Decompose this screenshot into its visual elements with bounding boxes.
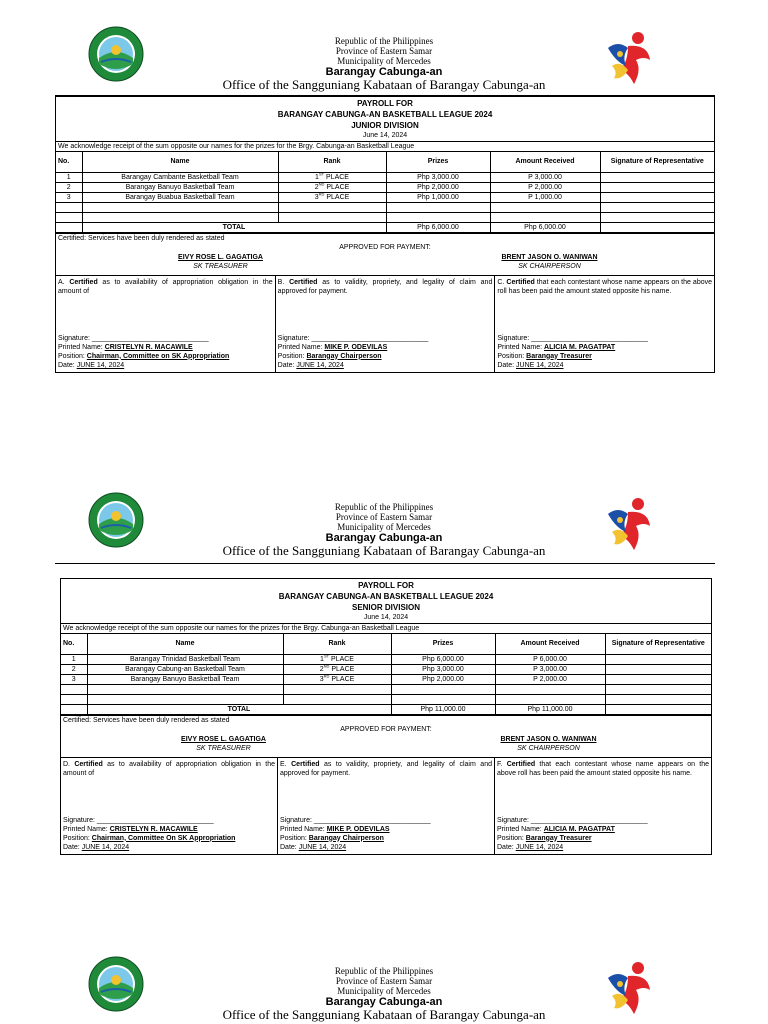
row-prize: Php 3,000.00 [386, 172, 490, 182]
approver-signatures [61, 735, 711, 757]
chairperson-signer [385, 253, 714, 275]
cert-letter: B. [277, 278, 285, 286]
row-prize: Php 6,000.00 [391, 654, 495, 664]
cert-position [497, 834, 709, 843]
row-prize: Php 1,000.00 [386, 192, 490, 202]
cert-position [280, 834, 492, 843]
letterhead [0, 956, 768, 1024]
empty-row [61, 684, 711, 694]
cert-word: Certified [289, 278, 318, 286]
date-value: JUNE 14, 2024 [76, 361, 125, 369]
row-no: 3 [56, 192, 82, 202]
cert-date [497, 843, 709, 852]
table-header-row [56, 152, 714, 172]
date-label: Date: [63, 843, 82, 851]
row-signature-cell[interactable] [600, 172, 714, 182]
cert-printed-name [58, 343, 273, 352]
approver-signatures [56, 253, 714, 275]
cert-position [58, 352, 273, 361]
printed-name-label: Printed Name: [497, 343, 545, 351]
position-value: Chairman, Committee on SK Appropriation [86, 352, 230, 360]
province-line: Province of Eastern Samar [335, 512, 433, 522]
rank-suffix: RD [323, 673, 330, 679]
total-prize: Php 6,000.00 [386, 222, 490, 232]
league-title: BARANGAY CABUNGA-AN BASKETBALL LEAGUE 2024 [278, 592, 494, 601]
cert-statement [497, 760, 709, 778]
league-title: BARANGAY CABUNGA-AN BASKETBALL LEAGUE 2024 [277, 110, 493, 119]
date-value: JUNE 14, 2024 [516, 361, 564, 369]
cert-statement [63, 760, 275, 778]
rank-number: 1 [315, 173, 319, 181]
payroll-title: PAYROLL FOR [358, 581, 414, 590]
certification-box [494, 758, 711, 854]
rank-suffix: ND [323, 663, 330, 669]
cert-signature-line[interactable]: Signature: ______________________________ [280, 816, 431, 824]
col-header-name: Name [82, 152, 278, 172]
table-row [61, 654, 711, 664]
row-team-name: Barangay Banuyo Basketball Team [82, 182, 278, 192]
cert-date [497, 361, 712, 370]
republic-line: Republic of the Philippines [334, 36, 434, 46]
row-rank [278, 192, 386, 202]
municipality-line: Municipality of Merced​es [337, 522, 431, 532]
treasurer-position: SK TREASURER [196, 744, 251, 752]
payroll-date: June 14, 2024 [362, 132, 408, 139]
printed-name-value: CRISTELYN R. MACAWILE [109, 825, 198, 833]
total-row [61, 704, 711, 714]
barangay-line: Barangay Cabunga-an [325, 532, 443, 544]
printed-name-value: ALICIA M. PAGATPAT [543, 825, 615, 833]
position-value: Barangay Chairperson [308, 834, 384, 842]
cert-statement [58, 278, 273, 296]
row-no: 2 [56, 182, 82, 192]
barangay-line: Barangay Cabunga-an [325, 996, 443, 1008]
total-amount: Php 6,000.00 [490, 222, 600, 232]
row-team-name: Barangay Trinidad Basketball Team [87, 654, 283, 664]
rank-number: 2 [314, 183, 319, 191]
position-value: Barangay Treasurer [526, 352, 592, 360]
office-line: Office of the Sangguniang Kabataan of Barangay Cabunga-an [222, 77, 546, 92]
date-value: JUNE 14, 2024 [296, 361, 344, 369]
certification-boxes [61, 757, 711, 854]
row-rank [283, 674, 391, 684]
position-label: Position: [497, 352, 527, 360]
row-signature-cell[interactable] [600, 182, 714, 192]
row-signature-cell[interactable] [605, 664, 711, 674]
payroll-title-block [61, 579, 711, 624]
cert-signature-line[interactable]: Signature: ______________________________ [277, 334, 429, 342]
date-label: Date: [497, 361, 517, 369]
cert-printed-name [278, 343, 493, 352]
row-no: 3 [61, 674, 87, 684]
payroll-date: June 14, 2024 [363, 614, 409, 621]
date-value: JUNE 14, 2024 [298, 843, 347, 851]
payroll-form [60, 578, 712, 855]
printed-name-label: Printed Name: [277, 343, 325, 351]
rank-place: PLACE [329, 655, 354, 663]
cert-word: Certified [506, 278, 535, 286]
position-label: Position: [280, 834, 309, 842]
row-rank [283, 664, 391, 674]
acknowledgement-text: We acknowledge receipt of the sum opposite our names for the prizes for the Brgy. Cabunga-an Basketball League [56, 142, 714, 152]
col-header-amount: Amount Received [495, 634, 605, 654]
empty-row [61, 694, 711, 704]
province-line: Province of Eastern Samar [335, 46, 433, 56]
cert-printed-name [63, 825, 275, 834]
cert-text: that each contestant whose name appears on the above roll has been paid the amount stated opposite his name. [497, 760, 709, 777]
cert-date [280, 843, 492, 852]
row-amount: P 3,000.00 [495, 664, 605, 674]
row-amount: P 2,000.00 [490, 182, 600, 192]
cert-signature-block [497, 816, 709, 852]
printed-name-value: MIKE P. ODEVILAS [324, 343, 388, 351]
col-header-prizes: Prizes [391, 634, 495, 654]
cert-text: as to availability of appropriation obligation in the amount of [63, 760, 275, 777]
sk-logo-icon [598, 26, 662, 90]
cert-text: as to validity, propriety, and legality of claim and approved for payment. [280, 760, 492, 777]
rank-place: PLACE [324, 183, 350, 191]
row-prize: Php 2,000.00 [391, 674, 495, 684]
printed-name-value: ALICIA M. PAGATPAT [544, 343, 616, 351]
cert-signature-line[interactable]: Signature: ______________________________ [497, 816, 648, 824]
table-row [56, 182, 714, 192]
row-prize: Php 2,000.00 [386, 182, 490, 192]
cert-signature-line[interactable]: Signature: ______________________________ [58, 334, 209, 342]
certification-box [277, 758, 494, 854]
date-value: JUNE 14, 2024 [515, 843, 564, 851]
rank-number: 1 [320, 655, 324, 663]
row-team-name: Barangay Banuyo Basketball Team [87, 674, 283, 684]
cert-date [58, 361, 273, 370]
row-rank [283, 654, 391, 664]
table-row [56, 192, 714, 202]
date-label: Date: [280, 843, 299, 851]
printed-name-label: Printed Name: [58, 343, 105, 351]
total-prize: Php 11,000.00 [391, 704, 495, 714]
row-no: 1 [61, 654, 87, 664]
printed-name-value: MIKE P. ODEVILAS [326, 825, 390, 833]
payroll-form [55, 96, 715, 373]
republic-line: Republic of the Philippines [334, 966, 434, 976]
position-value: Chairman, Committee On SK Appropriation [91, 834, 236, 842]
row-team-name: Barangay Cambante Basketball Team [82, 172, 278, 182]
rank-suffix: ST [318, 171, 325, 177]
cert-signature-block [63, 816, 275, 852]
cert-word: Certified [69, 278, 98, 286]
rank-place: PLACE [329, 665, 355, 673]
col-header-signature: Signature of Representative [600, 152, 714, 172]
row-amount: P 3,000.00 [490, 172, 600, 182]
row-amount: P 1,000.00 [490, 192, 600, 202]
row-team-name: Barangay Cabung-an Basketball Team [87, 664, 283, 674]
printed-name-value: CRISTELYN R. MACAWILE [104, 343, 193, 351]
cert-text: as to validity, propriety, and legality of claim and approved for payment. [277, 278, 493, 295]
sk-logo-icon [598, 492, 662, 556]
col-header-name: Name [87, 634, 283, 654]
rank-suffix: ND [318, 181, 325, 187]
row-prize: Php 3,000.00 [391, 664, 495, 674]
col-header-rank: Rank [283, 634, 391, 654]
cert-statement [278, 278, 493, 296]
acknowledgement-text: We acknowledge receipt of the sum opposite our names for the prizes for the Brgy. Cabunga-an Basketball League [61, 624, 711, 634]
rank-place: PLACE [324, 193, 350, 201]
date-label: Date: [497, 843, 516, 851]
cert-text: that each contestant whose name appears on the above roll has been paid the amount stated opposite his name. [497, 278, 712, 295]
cert-signature-line[interactable]: Signature: ______________________________ [63, 816, 214, 824]
cert-date [63, 843, 275, 852]
cert-position [278, 352, 493, 361]
col-header-rank: Rank [278, 152, 386, 172]
col-header-no: No. [61, 634, 87, 654]
rank-place: PLACE [324, 173, 349, 181]
position-value: Barangay Chairperson [306, 352, 382, 360]
payroll-table [61, 634, 711, 715]
cert-signature-block [278, 334, 493, 370]
municipality-line: Municipality of Merced​es [337, 56, 431, 66]
certification-boxes [56, 275, 714, 372]
row-no: 2 [61, 664, 87, 674]
cert-position [497, 352, 712, 361]
treasurer-name: EIVY ROSE L. GAGATIGA [178, 253, 263, 261]
row-rank [278, 182, 386, 192]
rank-number: 2 [319, 665, 324, 673]
cert-letter: A. [58, 278, 65, 286]
cert-printed-name [497, 825, 709, 834]
empty-row [56, 212, 714, 222]
payroll-title-block [56, 97, 714, 142]
row-no: 1 [56, 172, 82, 182]
cert-signature-block [58, 334, 273, 370]
cert-statement [280, 760, 492, 778]
approved-for-payment: APPROVED FOR PAYMENT: [339, 243, 431, 251]
cert-printed-name [497, 343, 712, 352]
col-header-prizes: Prizes [386, 152, 490, 172]
position-value: Barangay Treasurer [525, 834, 592, 842]
sk-logo-icon [598, 956, 662, 1020]
date-label: Date: [58, 361, 77, 369]
position-label: Position: [497, 834, 526, 842]
cert-position [63, 834, 275, 843]
letterhead [0, 492, 768, 582]
republic-line: Republic of the Philippines [334, 502, 434, 512]
row-signature-cell[interactable] [605, 674, 711, 684]
rank-suffix: ST [323, 653, 330, 659]
division-title: SENIOR DIVISION [351, 603, 420, 612]
barangay-line: Barangay Cabunga-an [325, 66, 443, 78]
treasurer-signer [61, 735, 386, 757]
row-team-name: Barangay Buabua Basketball Team [82, 192, 278, 202]
chairperson-name: BRENT JASON O. WANIWAN [501, 253, 598, 261]
certification-box [61, 758, 277, 854]
certification-box [494, 276, 714, 372]
payroll-table [56, 152, 714, 233]
table-header-row [61, 634, 711, 654]
approved-for-payment: APPROVED FOR PAYMENT: [340, 725, 432, 733]
cert-word: Certified [74, 760, 103, 768]
services-certified-text: Certified: Services have been duly rendered as stated [56, 233, 714, 243]
empty-row [56, 202, 714, 212]
chairperson-position: SK CHAIRPERSON [518, 262, 581, 270]
col-header-no: No. [56, 152, 82, 172]
position-label: Position: [277, 352, 307, 360]
office-line: Office of the Sangguniang Kabataan of Barangay Cabunga-an [222, 543, 546, 558]
date-label: Date: [277, 361, 297, 369]
services-certified-text: Certified: Services have been duly rendered as stated [61, 715, 711, 725]
col-header-amount: Amount Received [490, 152, 600, 172]
cert-signature-block [497, 334, 712, 370]
certification-box [275, 276, 495, 372]
position-label: Position: [58, 352, 87, 360]
treasurer-signer [56, 253, 385, 275]
rank-place: PLACE [329, 675, 355, 683]
row-amount: P 2,000.00 [495, 674, 605, 684]
cert-statement [497, 278, 712, 296]
division-title: JUNIOR DIVISION [351, 121, 419, 130]
cert-letter: C. [497, 278, 505, 286]
header-rule [55, 563, 715, 564]
payroll-title: PAYROLL FOR [357, 99, 413, 108]
cert-signature-block [280, 816, 492, 852]
office-line: Office of the Sangguniang Kabataan of Barangay Cabunga-an [222, 1007, 546, 1022]
table-row [56, 172, 714, 182]
table-row [61, 664, 711, 674]
treasurer-position: SK TREASURER [193, 262, 248, 270]
cert-letter: F. [497, 760, 503, 768]
printed-name-label: Printed Name: [497, 825, 544, 833]
rank-number: 3 [314, 193, 319, 201]
row-rank [278, 172, 386, 182]
row-amount: P 6,000.00 [495, 654, 605, 664]
cert-text: as to availability of appropriation obligation in the amount of [58, 278, 273, 295]
col-header-signature: Signature of Representative [605, 634, 711, 654]
table-row [61, 674, 711, 684]
row-signature-cell[interactable] [605, 654, 711, 664]
total-amount: Php 11,000.00 [495, 704, 605, 714]
position-label: Position: [63, 834, 92, 842]
rank-number: 3 [319, 675, 324, 683]
cert-date [278, 361, 493, 370]
chairperson-name: BRENT JASON O. WANIWAN [500, 735, 597, 743]
treasurer-name: EIVY ROSE L. GAGATIGA [181, 735, 266, 743]
printed-name-label: Printed Name: [280, 825, 327, 833]
date-value: JUNE 14, 2024 [81, 843, 130, 851]
total-label: TOTAL [87, 704, 391, 714]
row-signature-cell[interactable] [600, 192, 714, 202]
chairperson-signer [386, 735, 711, 757]
cert-word: Certified [506, 760, 536, 768]
municipality-line: Municipality of Merced​es [337, 986, 431, 996]
cert-printed-name [280, 825, 492, 834]
printed-name-label: Printed Name: [63, 825, 110, 833]
cert-letter: D. [63, 760, 70, 768]
rank-suffix: RD [318, 191, 325, 197]
province-line: Province of Eastern Samar [335, 976, 433, 986]
chairperson-position: SK CHAIRPERSON [517, 744, 580, 752]
cert-word: Certified [291, 760, 320, 768]
total-label: TOTAL [82, 222, 386, 232]
total-row [56, 222, 714, 232]
cert-signature-line[interactable]: Signature: ______________________________ [497, 334, 648, 342]
certification-box [56, 276, 275, 372]
cert-letter: E. [280, 760, 287, 768]
